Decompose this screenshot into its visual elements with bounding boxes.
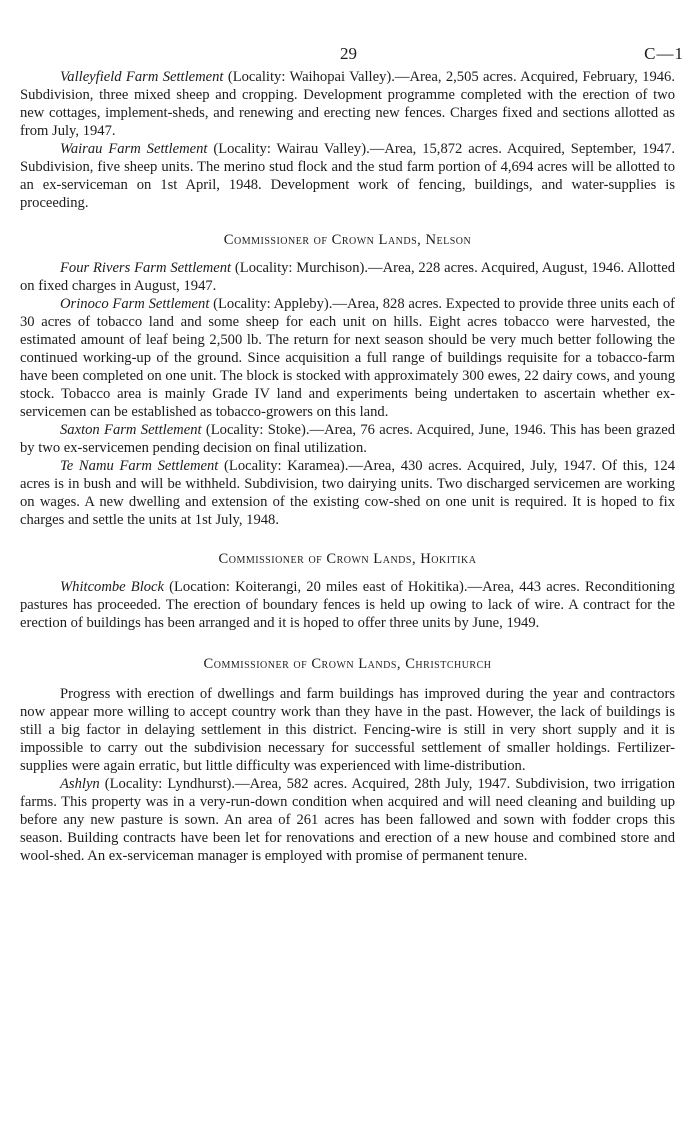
paragraph-text: (Location: Koiterangi, 20 miles east of Hokitika).—Area, 443 acres. Reconditioning pastures has proceeded. The erection of boundary fences is held up owing to lack of wire. A contract for the erection of buildings has been arranged and it is hoped to offer three units by June, 1949. — [20, 579, 675, 631]
paragraph-text: (Locality: Stoke).—Area, 76 acres. Acquired, June, 1946. This has been grazed by two ex-servicemen pending decision on final utilization. — [20, 422, 676, 456]
settlement-name: Wairau Farm Settlement — [60, 141, 208, 157]
settlement-name: Whitcombe Block — [60, 579, 165, 595]
paragraph-text: (Locality: Waihopai Valley).—Area, 2,505 acres. Acquired, February, 1946. Subdivision, three mixed sheep and cropping. Development programme completed with the erection of two new cottages, implement-sheds, and renewing and erecting new fences. Charges fixed and sections allotted as from July, 1947. — [20, 69, 675, 139]
paragraph-wairau — [20, 140, 675, 212]
settlement-name: Saxton Farm Settlement — [60, 422, 202, 438]
paragraph-text: (Locality: Karamea).—Area, 430 acres. Acquired, July, 1947. Of this, 124 acres is in bush and will be withheld. Subdivision, two dairying units. Two discharged servicemen are working on wages. A new dwelling and extension of the existing cow-shed on one unit is required. It is hoped to fix charges and settle the units at 1st July, 1948. — [20, 458, 675, 528]
paragraph-valleyfield — [20, 68, 675, 140]
paragraph-four-rivers — [20, 259, 675, 295]
page-body — [20, 40, 675, 865]
document-reference: C—1 — [644, 44, 684, 63]
paragraph-text: (Locality: Wairau Valley).—Area, 15,872 acres. Acquired, September, 1947. Subdivision, five sheep units. The merino stud flock and the stud farm portion of 4,694 acres will be allotted to an ex-serviceman on 1st April, 1948. Development work of fencing, buildings, and water-supplies is proceeding. — [20, 141, 676, 211]
section-heading-christchurch: Commissioner of Crown Lands, Christchurch — [203, 656, 492, 672]
paragraph-christchurch-intro: Progress with erection of dwellings and farm buildings has improved during the year and contractors now appear more willing to accept country work than they have in the past. However, the lack of buildings is still a big factor in delaying settlement in this district. Fencing-wire is still in very short supply and it is impossible to carry out the subdivision necessary for successful settlement of smaller holdings. Fertilizer-supplies were again erratic, but little difficulty was experienced with lime-distribution. — [20, 686, 675, 774]
section-marlborough-settlements — [20, 68, 675, 212]
paragraph-text: (Locality: Lyndhurst).—Area, 582 acres. Acquired, 28th July, 1947. Subdivision, two irrigation farms. This property was in a very-run-down condition when acquired and will need cleaning and building up before any new pasture is sown. An area of 261 acres has been fallowed and sown with fodder crops this season. Building contracts have been let for renovations and erection of a new house and combined store and wool-shed. An ex-serviceman manager is employed with promise of permanent tenure. — [20, 776, 675, 864]
settlement-name: Te Namu Farm Settlement — [60, 458, 219, 474]
paragraph-text: (Locality: Murchison).—Area, 228 acres. Acquired, August, 1946. Allotted on fixed charges in August, 1947. — [20, 260, 675, 294]
paragraph-whitcombe — [20, 578, 675, 632]
paragraph-saxton — [20, 421, 675, 457]
paragraph-text: (Locality: Appleby).—Area, 828 acres. Expected to provide three units each of 30 acres of tobacco land and some sheep for each unit on hills. Eight acres tobacco were harvested, the estimated amount of leaf being 2,500 lb. The return for next season should be very much better following the continued working-up of the ground. Since acquisition a full range of buildings requisite for a tobacco-farm have been completed on one unit. The block is stocked with approximately 300 ewes, 22 dairy cows, and young stock. Tobacco area is mainly Grade IV land and experiments being undertaken to ascertain whether ex-servicemen can be established as tobacco-growers on this land. — [20, 296, 675, 420]
settlement-name: Orinoco Farm Settlement — [60, 296, 210, 312]
page-number: 29 — [340, 44, 357, 63]
settlement-name: Ashlyn — [60, 776, 100, 792]
section-heading-nelson: Commissioner of Crown Lands, Nelson — [223, 232, 472, 248]
paragraph-te-namu — [20, 457, 675, 529]
settlement-name: Valleyfield Farm Settlement — [60, 69, 224, 85]
settlement-name: Four Rivers Farm Settlement — [60, 260, 232, 276]
paragraph-ashlyn — [20, 775, 675, 865]
paragraph-orinoco — [20, 295, 675, 421]
section-heading-hokitika: Commissioner of Crown Lands, Hokitika — [218, 551, 477, 567]
